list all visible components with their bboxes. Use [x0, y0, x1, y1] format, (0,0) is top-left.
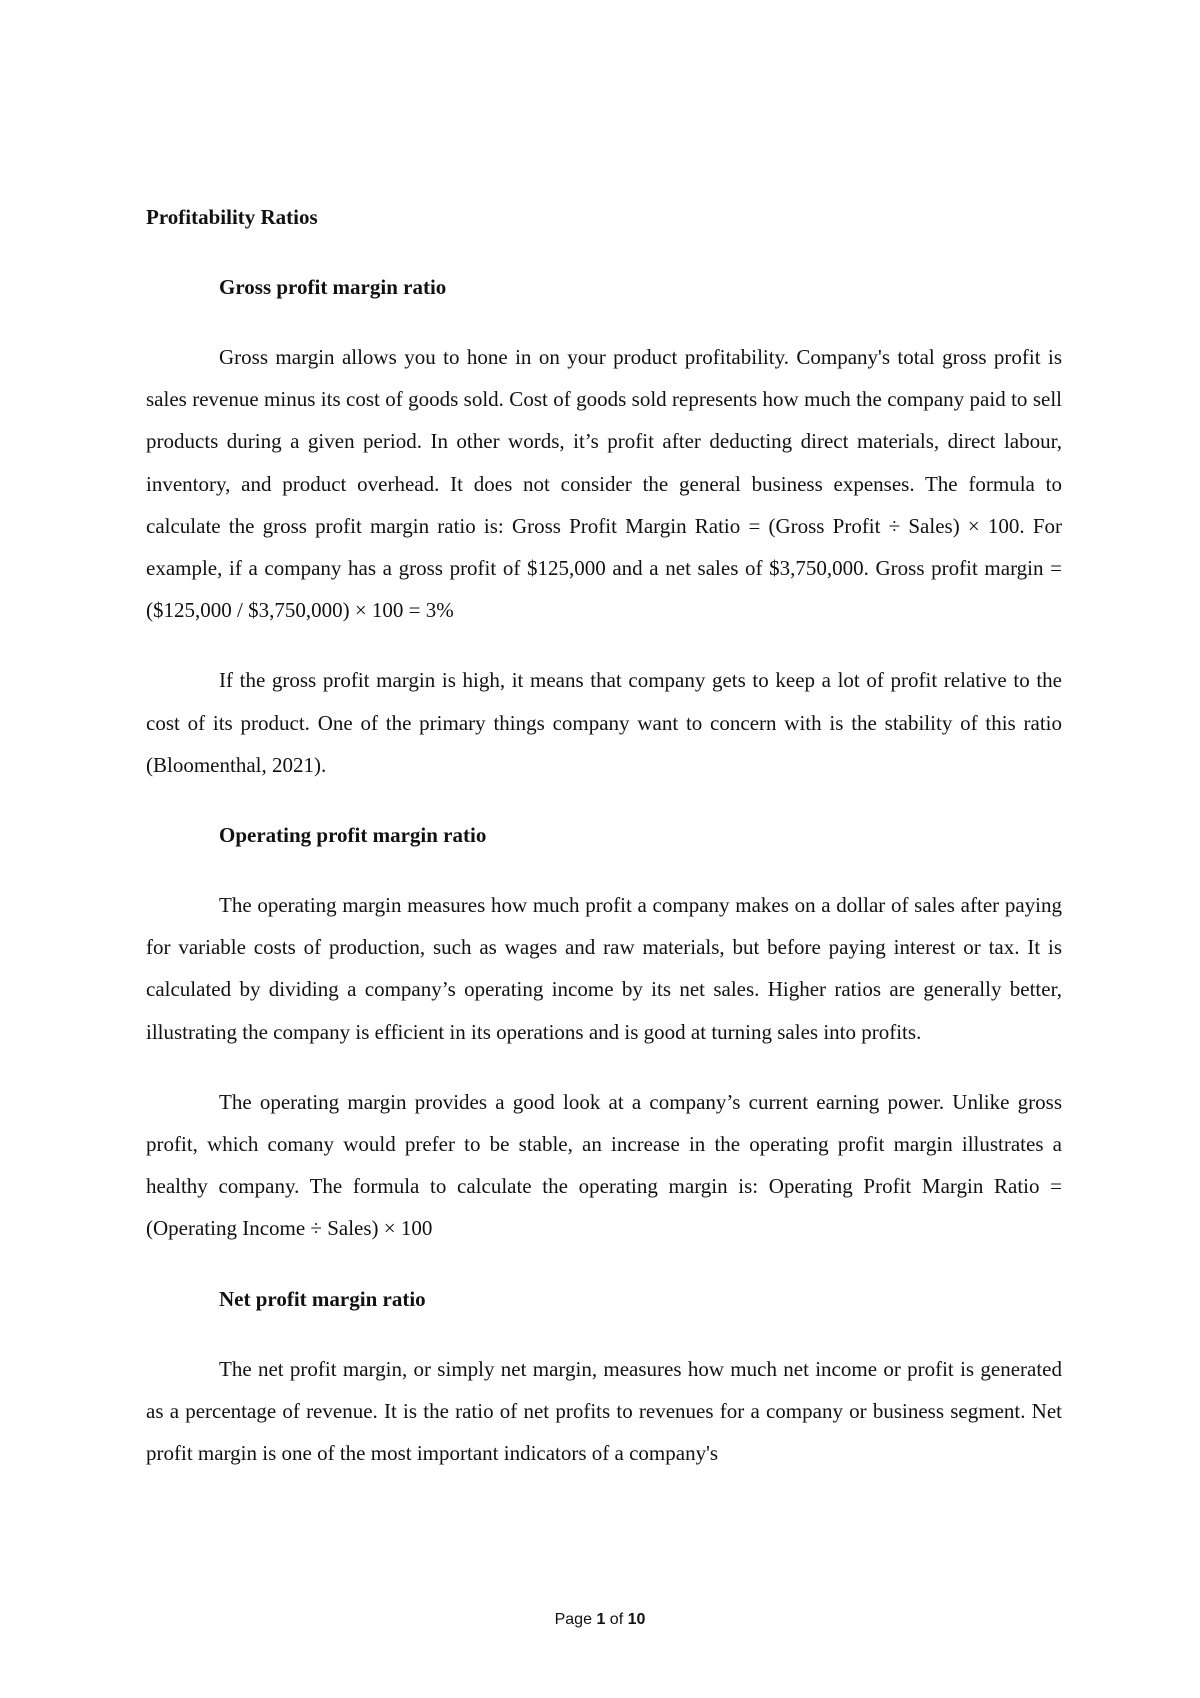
footer-total-pages: 10: [627, 1611, 646, 1628]
paragraph-operating-profit-2: The operating margin provides a good look at a company’s current earning power. Unlike gross profit, which comany would prefer to be stable, an increase in the operating profit margin illustrates a healthy company. The formula to calculate the operating margin is: Operating Profit Margin Ratio = (Operating Income ÷ Sales) × 100: [146, 1089, 1062, 1241]
section-heading-gross-profit: Gross profit margin ratio: [219, 275, 447, 299]
page-footer: [0, 1611, 1200, 1629]
document-body: [146, 196, 1062, 1474]
section-heading-operating-profit: Operating profit margin ratio: [219, 823, 487, 848]
paragraph-gross-profit-1: Gross margin allows you to hone in on your product profitability. Company's total gross profit is sales revenue minus its cost of goods sold. Cost of goods sold represents how much the company paid to sell products during a given period. In other words, it’s profit after deducting direct materials, direct labour, inventory, and product overhead. It does not consider the general business expenses. The formula to calculate the gross profit margin ratio is: Gross Profit Margin Ratio = (Gross Profit ÷ Sales) × 100. For example, if a company has a gross profit of $125,000 and a net sales of $3,750,000. Gross profit margin = ($125,000 / $3,750,000) × 100 = 3%: [146, 345, 1062, 623]
paragraph-gross-profit-2: If the gross profit margin is high, it means that company gets to keep a lot of profit relative to the cost of its product. One of the primary things company want to concern with is the stability of this ratio (Bloomenthal, 2021).: [146, 668, 1062, 777]
footer-page-label: Page: [554, 1611, 592, 1628]
section-heading-net-profit: Net profit margin ratio: [219, 1286, 426, 1311]
paragraph-operating-profit-1: The operating margin measures how much profit a company makes on a dollar of sales after paying for variable costs of production, such as wages and raw materials, but before paying interest or tax. It is calculated by dividing a company’s operating income by its net sales. Higher ratios are generally better, illustrating the company is efficient in its operations and is good at turning sales into profits.: [146, 893, 1062, 1044]
footer-current-page: 1: [596, 1611, 606, 1628]
paragraph-net-profit-1: The net profit margin, or simply net margin, measures how much net income or profit is generated as a percentage of revenue. It is the ratio of net profits to revenues for a company or business segment. Net profit margin is one of the most important indicators of a company's: [146, 1356, 1062, 1466]
footer-of-label: of: [609, 1611, 624, 1628]
document-title: Profitability Ratios: [146, 205, 318, 229]
